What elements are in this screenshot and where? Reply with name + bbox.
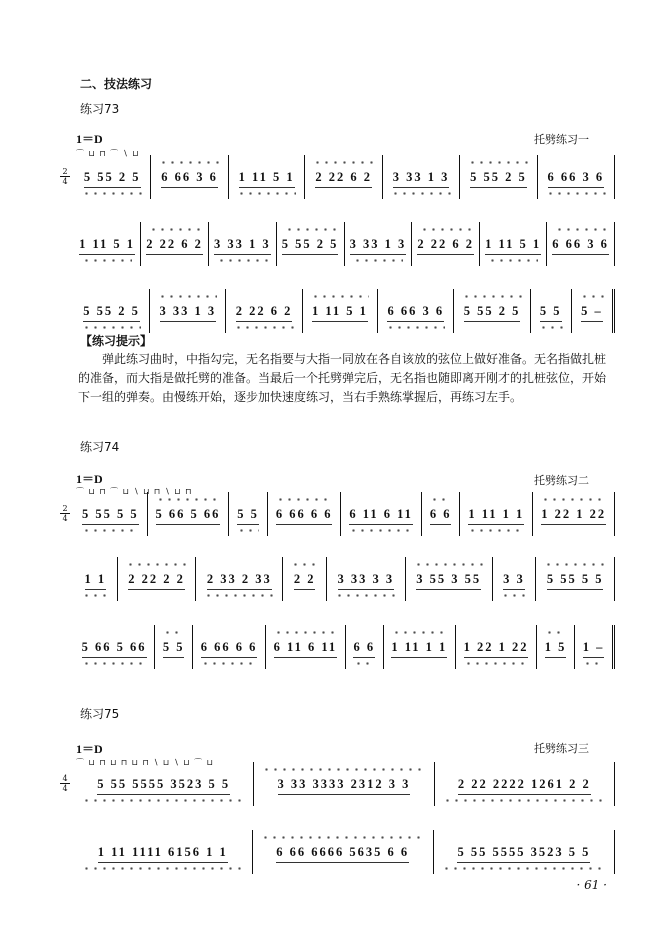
octave-dots [544,563,606,566]
measure-notes: 5 5 [539,303,562,318]
measures-row [74,222,615,266]
measure-notes: 6 11 6 11 [349,506,413,521]
measure-notes: 2 22 6 2 [417,236,474,251]
measure [383,155,460,199]
time-signature [60,504,70,523]
measure [422,492,461,536]
measure-notes: 6 66 3 6 [552,236,609,251]
exercise-74-title: 练习74 [80,440,120,454]
measure-notes: 5 55 5555 3523 5 5 [457,844,591,859]
time-signature-upper: 2 [60,167,70,177]
measure [209,222,277,266]
measure [74,762,254,806]
octave-dots [443,799,606,802]
measure [229,492,268,536]
octave-dots [464,662,528,665]
measure-notes: 5 55 2 5 [281,236,339,251]
measures-row [74,492,615,536]
octave-dots [353,259,404,262]
octave-dots [580,295,604,298]
octave-dots [539,326,563,329]
notation-line [60,289,615,333]
measure [268,492,342,536]
measure [345,222,413,266]
measure [277,222,345,266]
exercise-75-subtitle: 托劈练习三 [534,742,589,755]
measure [434,830,615,874]
measure [412,222,480,266]
measure-notes: 2 22 6 2 [146,236,203,251]
measure-notes: 6 11 6 11 [273,639,338,654]
measure [254,762,434,806]
octave-dots [468,529,524,532]
octave-dots [420,228,471,231]
octave-dots [468,161,528,164]
octave-dots [291,563,318,566]
measure-notes: 3 33 1 3 [213,236,271,251]
octave-dots [541,498,606,501]
measure-notes: 1 11 5 1 [485,236,542,251]
measure-notes: 3 33 1 3 [392,169,450,184]
time-signature-lower: 4 [62,514,68,523]
octave-dots [546,192,606,195]
measure-notes: 1 11 1 1 [391,639,448,654]
measure [460,492,533,536]
measure [74,492,148,536]
measure-notes: 3 33 3333 2312 3 3 [277,776,411,791]
measure [118,557,197,601]
measure [303,289,379,333]
measures-row [74,289,615,333]
notation-line [60,830,615,874]
measure [253,830,434,874]
octave-dots [501,594,528,597]
measure [74,625,155,669]
measure-notes: 5 – [581,303,603,318]
measure-notes: 1 5 [544,639,567,654]
measure-notes: 5 55 2 5 [83,169,141,184]
measure-notes: 5 5 [162,639,185,654]
exercise-74-key: 1＝D [76,472,103,486]
measure [572,289,615,333]
measure [456,625,537,669]
measure [575,625,615,669]
measure [266,625,346,669]
measure [74,830,253,874]
notation-line [60,557,615,601]
measure-notes: 6 6 [429,506,452,521]
measure-notes: 1 11 1 1 [468,506,525,521]
octave-dots [430,498,452,501]
octave-dots [82,326,141,329]
measure-notes: 2 2 [293,571,316,586]
measure [193,625,266,669]
measure [531,289,572,333]
notation-line [60,155,615,199]
octave-dots [386,326,445,329]
measure-notes: 3 33 1 3 [349,236,407,251]
measure-notes: 2 22 2 2 [128,571,185,586]
measure-notes: 5 66 5 66 [81,639,147,654]
octave-dots [156,498,221,501]
time-signature [60,774,70,793]
measure-notes: 3 55 3 55 [416,571,482,586]
octave-dots [555,228,606,231]
octave-dots [82,259,132,262]
measure [226,289,302,333]
measure-notes: 2 22 6 2 [235,303,293,318]
measure [533,492,615,536]
tips-body: 弹此练习曲时，中指勾完，无名指要与大指一同放在各自该放的弦位上做好准备。无名指做扎桩的准备，而大指是做托劈的准备。当最后一个托劈弹完后，无名指也随即离开刚才的扎桩弦位，开始下一组的弹奏。由慢练开始，逐步加快速度练习，当右手熟练掌握后，再练习左手。 [78,352,607,404]
measure [536,557,615,601]
measure [547,222,615,266]
measure-notes: 6 66 3 6 [161,169,218,184]
measure-notes: 5 55 5555 3523 5 5 [97,776,231,791]
measures-row [74,762,615,806]
exercise-75-title: 练习75 [80,707,120,721]
time-signature-upper: 4 [60,774,70,784]
notation-line [60,625,615,669]
measure [196,557,283,601]
measure [480,222,547,266]
octave-dots [313,161,373,164]
octave-dots [335,594,397,597]
measures-row [74,557,615,601]
exercise-75-key: 1＝D [76,742,103,756]
measure-notes: 6 66 6 6 [275,506,333,521]
measure-notes: 6 66 6666 5635 6 6 [276,844,410,859]
octave-dots [392,631,447,634]
octave-dots [488,259,538,262]
octave-dots [82,594,109,597]
notation-line [60,762,615,806]
octave-dots [311,295,370,298]
octave-dots [82,529,139,532]
octave-dots [261,836,425,839]
octave-dots [391,192,451,195]
octave-dots [276,498,333,501]
octave-dots [158,295,217,298]
exercise-73-key: 1＝D [76,132,103,146]
measure-notes: 1 11 5 1 [79,236,136,251]
octave-dots [82,662,146,665]
measure-notes: 3 33 3 3 [337,571,395,586]
exercise-74-subtitle: 托劈练习二 [534,474,589,487]
measure-notes: 1 1 [84,571,107,586]
measure-notes: 5 55 5 5 [81,506,139,521]
measure [74,557,118,601]
measure-notes: 1 – [582,639,605,654]
measure-notes: 3 3 [503,571,525,586]
time-signature-upper: 2 [60,504,70,514]
octave-dots [82,867,244,870]
measure [406,557,493,601]
measure [538,155,615,199]
notation-line [60,492,615,536]
measure-notes: 1 11 5 1 [238,169,295,184]
measure [378,289,454,333]
octave-dots [217,259,268,262]
measure-notes: 2 22 2222 1261 2 2 [457,776,591,791]
measure-notes: 6 66 3 6 [547,169,605,184]
octave-dots [149,228,200,231]
octave-dots [82,799,245,802]
time-signature-lower: 4 [62,784,68,793]
measure-notes: 5 55 5 5 [546,571,604,586]
measure [283,557,327,601]
measure-notes: 1 11 1111 6156 1 1 [97,844,228,859]
measure [141,222,209,266]
octave-dots [462,295,521,298]
measure [150,289,226,333]
measure [74,289,150,333]
measure [229,155,306,199]
octave-dots [82,192,142,195]
measure [435,762,615,806]
time-signature [60,167,70,186]
octave-dots [237,529,259,532]
measure [151,155,228,199]
section-heading: 二、技法练习 [80,77,153,91]
octave-dots [354,662,375,665]
exercise-73-technique-marks: ⌒ ⊔ ⊓ ⌒ ∖ ⊔ [76,149,140,158]
measure-notes: 1 11 5 1 [311,303,368,318]
measure-notes: 2 33 2 33 [206,571,272,586]
measure [305,155,382,199]
measure [341,492,421,536]
tips-heading: 【练习提示】 [80,334,153,348]
measure-notes: 1 22 1 22 [463,639,529,654]
octave-dots [545,631,566,634]
octave-dots [237,192,297,195]
measures-row [74,830,615,874]
measure [155,625,193,669]
measure-notes: 2 22 6 2 [315,169,372,184]
exercise-73-title: 练习73 [80,102,120,116]
measure [74,222,141,266]
measure [74,155,151,199]
octave-dots [349,529,412,532]
page-number: · 61 · [576,878,607,892]
measure [327,557,406,601]
measure-notes: 3 33 1 3 [159,303,217,318]
octave-dots [442,867,606,870]
octave-dots [163,631,184,634]
measure-notes: 5 55 2 5 [470,169,527,184]
octave-dots [285,228,336,231]
measure-notes: 5 5 [237,506,259,521]
measure-notes: 6 66 6 6 [200,639,258,654]
measure-notes: 5 55 2 5 [83,303,140,318]
octave-dots [262,768,425,771]
measures-row [74,155,615,199]
notation-line [60,222,615,266]
measure [346,625,384,669]
exercise-74-technique-marks: ⌒ ⊔ ⊓ ⌒ ⊔ ∖ ⊔ ⊓ ∖ ⊔ ⊓ [76,487,193,496]
octave-dots [201,662,257,665]
time-signature-lower: 4 [62,177,68,186]
measure [537,625,575,669]
exercise-75-technique-marks: ⌒ ⊔ ⊓ ⊔ ⊓ ⊔ ⊓ ∖ ⊔ ∖ ⊔ ⌒ ⊔ [76,758,214,767]
measures-row [74,625,615,669]
measure-notes: 5 55 2 5 [463,303,521,318]
measure [460,155,537,199]
octave-dots [274,631,337,634]
measure [384,625,456,669]
measure [454,289,530,333]
octave-dots [126,563,188,566]
measure [148,492,230,536]
measure-notes: 1 22 1 22 [541,506,607,521]
measure [493,557,537,601]
octave-dots [204,594,274,597]
octave-dots [234,326,293,329]
octave-dots [414,563,484,566]
measure-notes: 5 66 5 66 [155,506,221,521]
measure-notes: 6 6 [353,639,376,654]
measure-notes: 6 66 3 6 [387,303,445,318]
octave-dots [583,662,604,665]
octave-dots [159,161,219,164]
exercise-73-subtitle: 托劈练习一 [534,133,589,146]
